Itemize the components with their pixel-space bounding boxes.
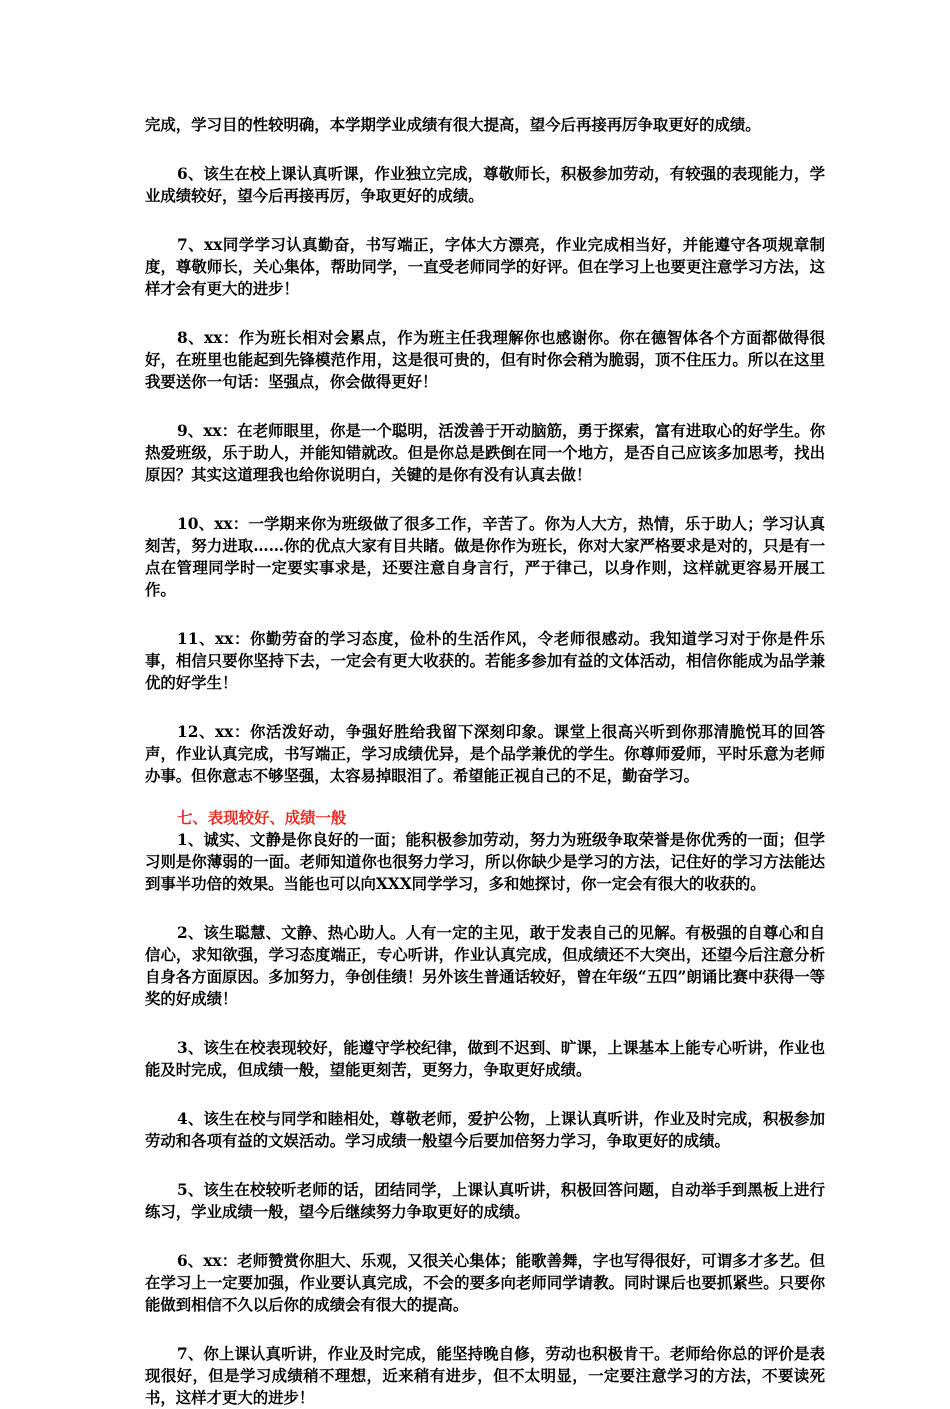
comment-paragraph: 6、xx：老师赞赏你胆大、乐观，又很关心集体；能歌善舞，字也写得很好，可谓多才多艺。但在学习上一定要加强，作业要认真完成，不会的要多向老师同学请教。同时课后也要抓紧些。只要你能做到相信不久以后你的成绩会有很大的提高。 <box>145 1252 825 1314</box>
comment-paragraph: 5、该生在校较听老师的话，团结同学，上课认真听讲，积极回答问题，自动举手到黑板上进行练习，学业成绩一般，望今后继续努力争取更好的成绩。 <box>145 1181 825 1221</box>
section-heading: 七、表现较好、成绩一般 <box>177 809 347 827</box>
document-page <box>145 114 825 1409</box>
comment-paragraph: 1、诚实、文静是你良好的一面；能积极参加劳动，努力为班级争取荣誉是你优秀的一面；但学习则是你薄弱的一面。老师知道你也很努力学习，所以你缺少是学习的方法，记住好的学习方法能达到事半功倍的效果。当能也可以向XXX同学学习，多和她探讨，你一定会有很大的收获的。 <box>145 831 825 893</box>
comment-paragraph: 7、xx同学学习认真勤奋，书写端正，字体大方漂亮，作业完成相当好，并能遵守各项规章制度，尊敬师长，关心集体，帮助同学，一直受老师同学的好评。但在学习上也要更注意学习方法，这样才会有更大的进步！ <box>145 236 825 298</box>
comment-paragraph: 12、xx：你活泼好动，争强好胜给我留下深刻印象。课堂上很高兴听到你那清脆悦耳的回答声，作业认真完成，书写端正，学习成绩优异，是个品学兼优的学生。你尊师爱师，平时乐意为老师办事。但你意志不够坚强，太容易掉眼泪了。希望能正视自己的不足，勤奋学习。 <box>145 723 825 785</box>
comment-paragraph: 9、xx：在老师眼里，你是一个聪明，活泼善于开动脑筋，勇于探索，富有进取心的好学生。你热爱班级，乐于助人，并能知错就改。但是你总是跌倒在同一个地方，是否自己应该多加思考，找出原因？其实这道理我也给你说明白，关键的是你有没有认真去做！ <box>145 422 825 484</box>
continuation-paragraph: 完成，学习目的性较明确，本学期学业成绩有很大提高，望今后再接再厉争取更好的成绩。 <box>145 116 761 134</box>
comment-paragraph: 10、xx：一学期来你为班级做了很多工作，辛苦了。你为人大方，热情，乐于助人；学习认真刻苦，努力进取……你的优点大家有目共睹。做是你作为班长，你对大家严格要求是对的，只是有一点在管理同学时一定要实事求是，还要注意自身言行，严于律己，以身作则，这样就更容易开展工作。 <box>145 515 825 599</box>
comment-paragraph: 11、xx：你勤劳奋的学习态度，俭朴的生活作风，令老师很感动。我知道学习对于你是件乐事，相信只要你坚持下去，一定会有更大收获的。若能多参加有益的文体活动，相信你能成为品学兼优的好学生！ <box>145 630 825 692</box>
comment-paragraph: 3、该生在校表现较好，能遵守学校纪律，做到不迟到、旷课，上课基本上能专心听讲，作业也能及时完成，但成绩一般，望能更刻苦，更努力，争取更好成绩。 <box>145 1039 825 1079</box>
comment-paragraph: 7、你上课认真听讲，作业及时完成，能坚持晚自修，劳动也积极肯干。老师给你总的评价是表现很好，但是学习成绩稍不理想，近来稍有进步，但不太明显，一定要注意学习的方法，不要读死书，这样才更大的进步！ <box>145 1345 825 1407</box>
comment-paragraph: 8、xx：作为班长相对会累点，作为班主任我理解你也感谢你。你在德智体各个方面都做得很好，在班里也能起到先锋模范作用，这是很可贵的，但有时你会稍为脆弱，顶不住压力。所以在这里我要送你一句话：坚强点，你会做得更好！ <box>145 329 825 391</box>
comment-paragraph: 4、该生在校与同学和睦相处，尊敬老师，爱护公物，上课认真听讲，作业及时完成，积极参加劳动和各项有益的文娱活动。学习成绩一般望今后要加倍努力学习，争取更好的成绩。 <box>145 1110 825 1150</box>
comment-paragraph: 2、该生聪慧、文静、热心助人。人有一定的主见，敢于发表自己的见解。有极强的自尊心和自信心，求知欲强，学习态度端正，专心听讲，作业认真完成，但成绩还不大突出，还望今后注意分析自身各方面原因。多加努力，争创佳绩！另外该生普通话较好，曾在年级“五四”朗诵比赛中获得一等奖的好成绩！ <box>145 924 825 1008</box>
comment-paragraph: 6、该生在校上课认真听课，作业独立完成，尊敬师长，积极参加劳动，有较强的表现能力，学业成绩较好，望今后再接再厉，争取更好的成绩。 <box>145 165 825 205</box>
